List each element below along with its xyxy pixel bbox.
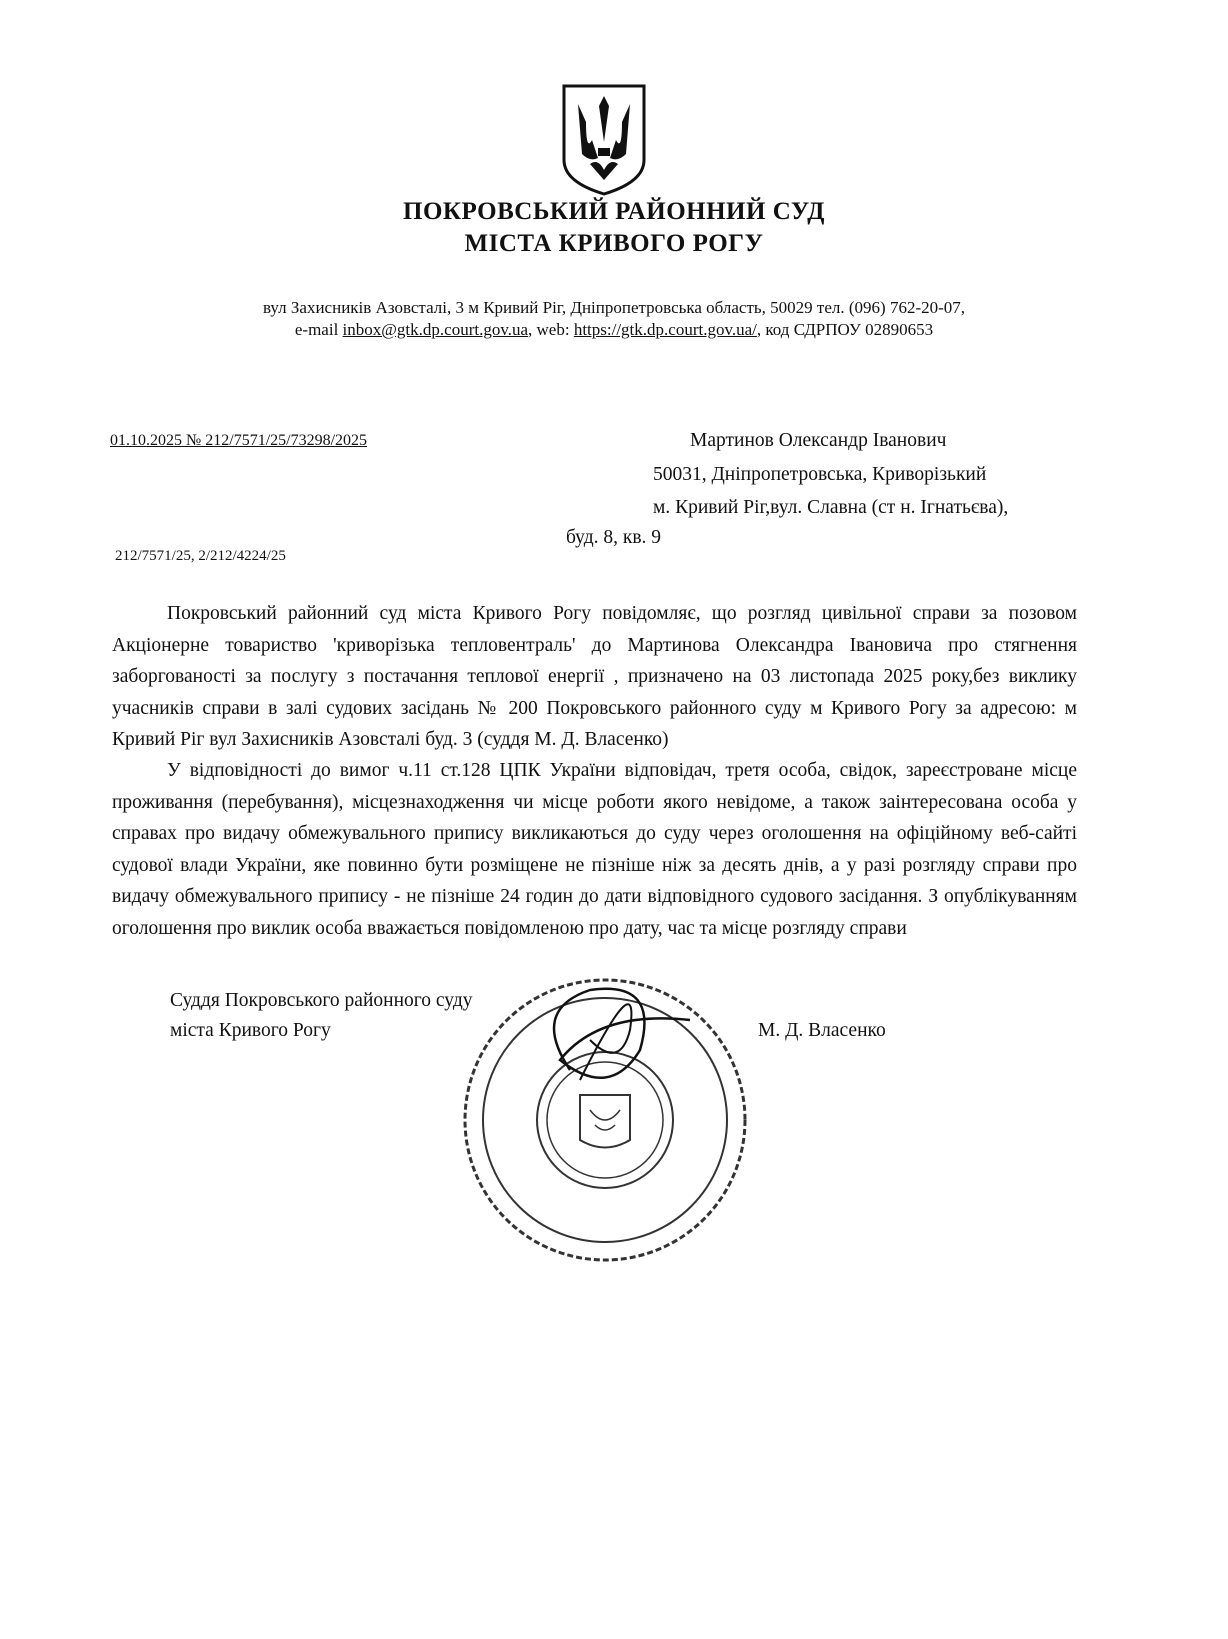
judge-name: М. Д. Власенко [758, 1020, 886, 1041]
recipient-name: Мартинов Олександр Іванович [690, 430, 947, 451]
web-label: web: [536, 320, 570, 339]
email-label: e-mail [294, 320, 339, 339]
recipient-address-2: м. Кривий Ріг,вул. Славна (ст н. Ігнатьєва), [653, 497, 1009, 518]
recipient-address-1: 50031, Дніпропетровська, Криворізький [653, 464, 987, 485]
coat-of-arms-icon [560, 82, 648, 197]
court-code: код СДРПОУ 02890653 [765, 320, 934, 339]
court-contacts: e-mail inbox@gtk.dp.court.gov.ua, web: https://gtk.dp.court.gov.ua/, код СДРПОУ 02890653 [294, 320, 934, 339]
court-city: МІСТА КРИВОГО РОГУ [464, 230, 764, 257]
court-address: вул Захисників Азовсталі, 3 м Кривий Ріг, Дніпропетровська область, 50029 тел. (096) 762-20-07, [262, 298, 966, 317]
judge-role-1: Суддя Покровського районного суду [170, 990, 473, 1011]
judge-role-2: міста Кривого Рогу [170, 1020, 331, 1041]
case-numbers: 212/7571/25, 2/212/4224/25 [115, 548, 286, 564]
notice-paragraph-1: Покровський районний суд міста Кривого Рогу повідомляє, що розгляд цивільної справи за позовом Акціонерне товариство 'криворізька тепловентраль' до Мартинова Олександра Івановича про стягнення заборгованості за послугу з постачання теплової енергії , призначено на 03 листопада 2025 року,без виклику учасників справи в залі судових засідань № 200 Покровського районного суду м Кривого Рогу за адресою: м Кривий Ріг вул Захисників Азовсталі буд. 3 (суддя М. Д. Власенко) [112, 603, 1077, 750]
recipient-address-3: буд. 8, кв. 9 [566, 527, 662, 548]
letter-date-number: 01.10.2025 № 212/7571/25/73298/2025 [110, 432, 368, 449]
notice-paragraph-2: У відповідності до вимог ч.11 ст.128 ЦПК України відповідач, третя особа, свідок, зареєстроване місце проживання (перебування), місцезнаходження чи місце роботи якого невідоме, а також заінтересована особа у справах про видачу обмежувального припису викликаються до суду через оголошення на офіційному веб-сайті судової влади України, яке повинно бути розміщене не пізніше ніж за десять днів, а у разі розгляду справи про видачу обмежувального припису - не пізніше 24 годин до дати відповідного судового засідання. З опублікуванням оголошення про виклик особа вважається повідомленою про дату, час та місце розгляду справи [112, 760, 1077, 939]
web-link[interactable]: https://gtk.dp.court.gov.ua/ [573, 320, 757, 339]
email-link[interactable]: inbox@gtk.dp.court.gov.ua [342, 320, 529, 339]
court-name: ПОКРОВСЬКИЙ РАЙОННИЙ СУД [403, 198, 825, 225]
court-stamp [440, 970, 780, 1270]
